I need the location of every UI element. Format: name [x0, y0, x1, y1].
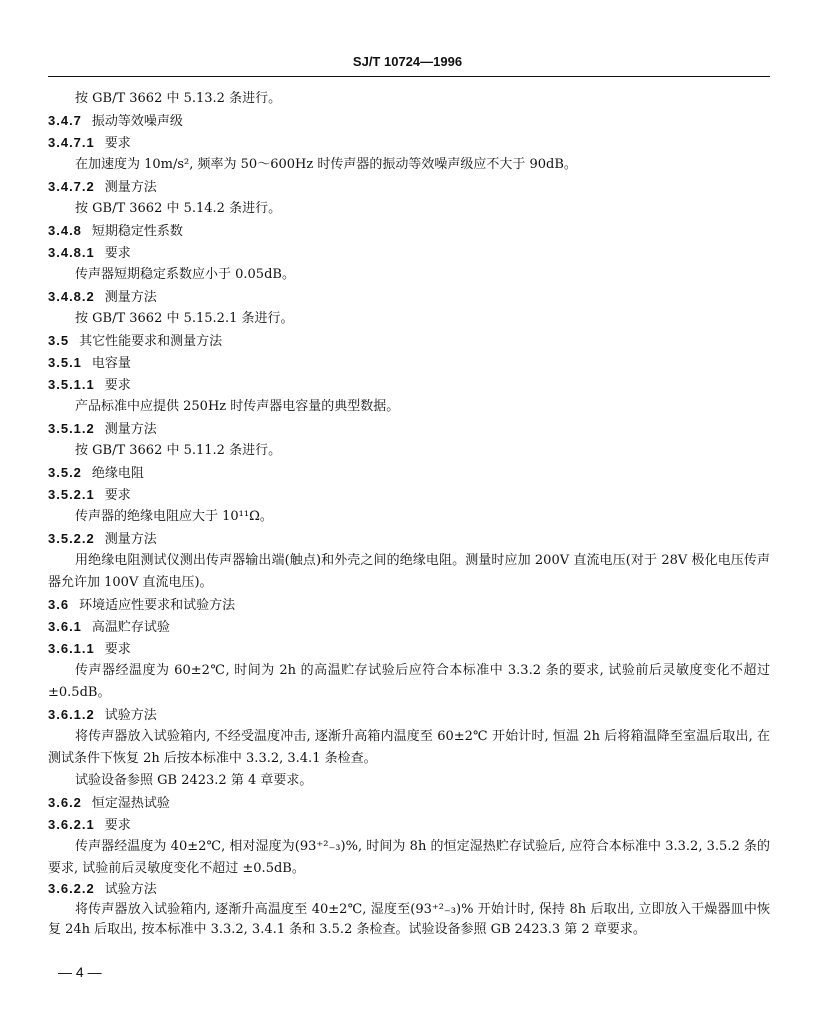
text-line: 试验设备参照 GB 2423.2 第 4 章要求。	[75, 773, 313, 788]
section-title: 试验方法	[104, 708, 157, 723]
section-heading	[48, 222, 183, 241]
section-heading	[48, 706, 157, 725]
section-title: 环境适应性要求和试验方法	[79, 598, 236, 613]
section-heading	[48, 596, 235, 615]
section-number: 3.6	[48, 597, 70, 612]
section-heading	[48, 178, 157, 197]
section-number: 3.5.1.1	[48, 377, 95, 392]
section-title: 高温贮存试验	[91, 620, 170, 635]
header-rule	[48, 76, 770, 77]
section-number: 3.5.1.2	[48, 421, 95, 436]
section-title: 电容量	[91, 356, 131, 371]
section-number: 3.4.8	[48, 223, 82, 238]
section-title: 要求	[104, 642, 131, 657]
section-number: 3.4.7.2	[48, 179, 95, 194]
section-heading	[48, 134, 131, 153]
section-heading	[48, 640, 131, 659]
text-line: 按 GB/T 3662 中 5.11.2 条进行。	[75, 443, 282, 458]
text-line: 按 GB/T 3662 中 5.14.2 条进行。	[75, 201, 282, 216]
section-title: 其它性能要求和测量方法	[79, 334, 223, 349]
section-heading	[48, 332, 222, 351]
section-title: 要求	[104, 818, 131, 833]
text-line: 产品标准中应提供 250Hz 时传声器电容量的典型数据。	[75, 399, 400, 414]
section-title: 要求	[104, 246, 131, 261]
section-heading	[48, 112, 183, 131]
section-number: 3.5.2.1	[48, 487, 95, 502]
section-heading	[48, 816, 131, 835]
header-doc-code: SJ/T 10724—1996	[352, 54, 463, 69]
section-number: 3.6.2	[48, 795, 82, 810]
section-heading	[48, 244, 131, 263]
paragraph: 将传声器放入试验箱内, 逐渐升高温度至 40±2℃, 湿度至(93⁺²₋₃)% 开始计时, 保持 8h 后取出, 立即放入干燥器皿中恢复 24h 后取出, 按本标准中 3.3.2, 3.4.1 条和 3.5.2 条检查。试验设备参照 GB 2423.3 第 2 章要求。	[48, 902, 770, 937]
section-number: 3.5.2	[48, 465, 82, 480]
section-heading	[48, 794, 170, 813]
section-title: 要求	[104, 378, 131, 393]
section-heading	[48, 354, 131, 373]
section-heading	[48, 880, 157, 899]
section-number: 3.5	[48, 333, 70, 348]
section-heading	[48, 376, 131, 395]
text-line: 按 GB/T 3662 中 5.15.2.1 条进行。	[75, 311, 294, 326]
text-line: 按 GB/T 3662 中 5.13.2 条进行。	[75, 91, 282, 106]
section-number: 3.6.1	[48, 619, 82, 634]
section-title: 绝缘电阻	[91, 466, 144, 481]
section-title: 要求	[104, 136, 131, 151]
section-title: 测量方法	[104, 532, 157, 547]
paragraph: 传声器经温度为 40±2℃, 相对湿度为(93⁺²₋₃)%, 时间为 8h 的恒定湿热贮存试验后, 应符合本标准中 3.3.2, 3.5.2 条的要求, 试验前后灵敏度变化不超过 ±0.5dB。	[48, 839, 770, 876]
text-line: 在加速度为 10m/s², 频率为 50～600Hz 时传声器的振动等效噪声级应不大于 90dB。	[75, 157, 577, 172]
text-line: 传声器短期稳定系数应小于 0.05dB。	[75, 267, 295, 282]
section-number: 3.5.2.2	[48, 531, 95, 546]
section-heading	[48, 420, 157, 439]
section-title: 试验方法	[104, 882, 157, 897]
section-title: 短期稳定性系数	[91, 224, 183, 239]
section-number: 3.6.1.1	[48, 641, 95, 656]
section-heading	[48, 288, 157, 307]
section-title: 要求	[104, 488, 131, 503]
section-title: 测量方法	[104, 180, 157, 195]
section-number: 3.6.2.2	[48, 881, 95, 896]
section-title: 恒定湿热试验	[91, 796, 170, 811]
section-number: 3.4.8.2	[48, 289, 95, 304]
section-heading	[48, 618, 170, 637]
section-number: 3.6.2.1	[48, 817, 95, 832]
section-number: 3.4.8.1	[48, 245, 95, 260]
section-number: 3.4.7	[48, 113, 82, 128]
text-line: 传声器的绝缘电阻应大于 10¹¹Ω。	[75, 509, 273, 524]
section-number: 3.6.1.2	[48, 707, 95, 722]
paragraph: 将传声器放入试验箱内, 不经受温度冲击, 逐渐升高箱内温度至 60±2℃ 开始计时, 恒温 2h 后将箱温降至室温后取出, 在测试条件下恢复 2h 后按本标准中 3.3.2, 3.4.1 条检查。	[48, 729, 770, 766]
section-number: 3.5.1	[48, 355, 82, 370]
paragraph: 用绝缘电阻测试仪测出传声器输出端(触点)和外壳之间的绝缘电阻。测量时应加 200V 直流电压(对于 28V 极化电压传声器允许加 100V 直流电压)。	[48, 553, 770, 590]
section-number: 3.4.7.1	[48, 135, 95, 150]
section-heading	[48, 486, 131, 505]
section-title: 测量方法	[104, 422, 157, 437]
section-title: 振动等效噪声级	[91, 114, 183, 129]
page-number: — 4 —	[58, 964, 102, 980]
section-heading	[48, 530, 157, 549]
section-title: 测量方法	[104, 290, 157, 305]
section-heading	[48, 464, 144, 483]
paragraph: 传声器经温度为 60±2℃, 时间为 2h 的高温贮存试验后应符合本标准中 3.3.2 条的要求, 试验前后灵敏度变化不超过 ±0.5dB。	[48, 663, 770, 700]
